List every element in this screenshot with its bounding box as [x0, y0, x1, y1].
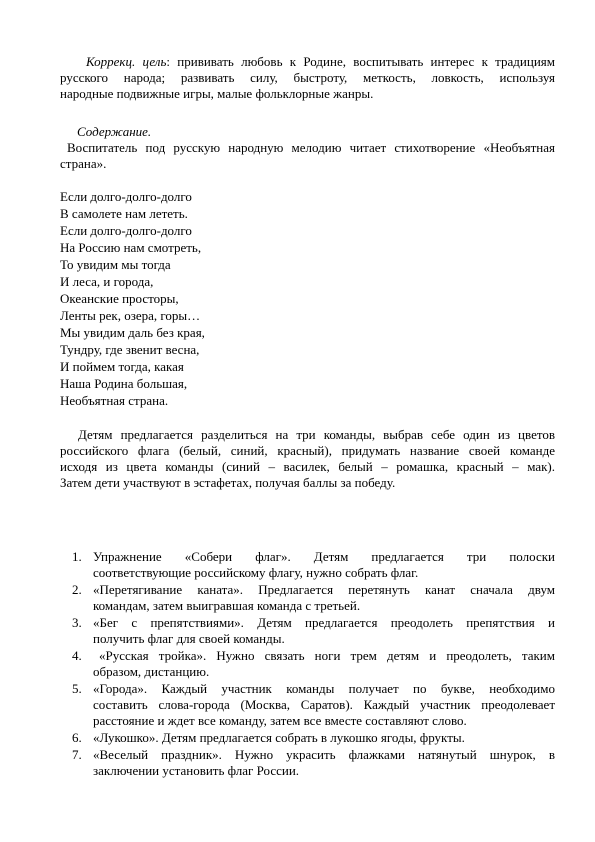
list-item-number: 3.: [72, 615, 82, 630]
list-item-line: командам, затем выигравшая команда с третьей.: [93, 598, 361, 613]
list-item-number: 1.: [72, 549, 82, 564]
poem-line: На Россию нам смотреть,: [60, 240, 202, 255]
list-item-line: «Перетягивание каната». Предлагается перетянуть канат сначала двум: [93, 582, 555, 597]
list-item-line: «Бег с препятствиями». Детям предлагается преодолеть препятствия и: [93, 615, 555, 630]
list-item: [60, 648, 555, 680]
poem-line: И леса, и города,: [60, 274, 154, 289]
list-item-line: «Веселый праздник». Нужно украсить флажками натянутый шнурок, в: [93, 747, 555, 762]
list-item: [60, 681, 555, 729]
poem-line: Если долго-долго-долго: [60, 189, 192, 204]
list-item-line: соответствующие российскому флагу, нужно собрать флаг.: [93, 565, 419, 580]
list-item-line: образом, дистанцию.: [93, 664, 210, 679]
poem-line: Наша Родина большая,: [60, 376, 188, 391]
list-item-line: «Города». Каждый участник команды получает по букве, необходимо: [93, 681, 555, 696]
goal-line1-text: : прививать любовь к Родине, воспитывать интерес к традициям: [166, 54, 555, 69]
list-item-line: Упражнение «Собери флаг». Детям предлагается три полоски: [93, 549, 555, 564]
poem-line: То увидим мы тогда: [60, 257, 171, 272]
content-section: [60, 124, 555, 172]
poem-line: Необъятная страна.: [60, 393, 169, 408]
goal-line-1: [60, 54, 555, 70]
list-item-line: «Русская тройка». Нужно связать ноги трем детям и преодолеть, таким: [99, 648, 555, 663]
goal-line-2: русского народа; развивать силу, быстроту, меткость, ловкость, используя: [60, 70, 555, 85]
teams-line: российского флага (белый, синий, красный), придумать название своей команде: [60, 443, 555, 458]
teams-line: Детям предлагается разделиться на три команды, выбрав себе один из цветов: [78, 427, 555, 442]
content-intro-line-2: страна».: [60, 156, 107, 171]
poem-line: И поймем тогда, какая: [60, 359, 184, 374]
teams-line: исходя из цвета команды (синий – василек, белый – ромашка, красный – мак).: [60, 459, 555, 474]
list-item-number: 6.: [72, 730, 82, 745]
list-item-number: 7.: [72, 747, 82, 762]
list-item-number: 5.: [72, 681, 82, 696]
teams-paragraph: [60, 427, 555, 491]
poem: [60, 189, 555, 410]
list-item-line: расстояние и ждет все команду, затем все вместе составляют слово.: [93, 713, 467, 728]
poem-line: Мы увидим даль без края,: [60, 325, 205, 340]
list-item-line: получить флаг для своей команды.: [93, 631, 285, 646]
list-item-line: заключении установить флаг России.: [93, 763, 300, 778]
goal-paragraph: [60, 54, 555, 102]
list-item: [60, 582, 555, 614]
list-item-line: составить слова-города (Москва, Саратов). Каждый участник преодолевает: [93, 697, 555, 712]
list-item-number: 4.: [72, 648, 82, 663]
poem-line: Если долго-долго-долго: [60, 223, 192, 238]
list-item: [60, 549, 555, 581]
content-heading: Содержание.: [77, 124, 152, 139]
list-item: [60, 615, 555, 647]
poem-line: Ленты рек, озера, горы…: [60, 308, 201, 323]
poem-line: Океанские просторы,: [60, 291, 179, 306]
list-item: [60, 730, 555, 746]
poem-line: Тундру, где звенит весна,: [60, 342, 200, 357]
teams-line: Затем дети участвуют в эстафетах, получая баллы за победу.: [60, 475, 396, 490]
list-item: [60, 747, 555, 779]
list-item-number: 2.: [72, 582, 82, 597]
goal-label: Коррекц. цель: [86, 54, 167, 69]
goal-line-3: народные подвижные игры, малые фольклорные жанры.: [60, 86, 374, 101]
poem-line: В самолете нам лететь.: [60, 206, 188, 221]
list-item-line: «Лукошко». Детям предлагается собрать в лукошко ягоды, фрукты.: [93, 730, 465, 745]
games-list: [60, 549, 555, 780]
content-intro-line-1: Воспитатель под русскую народную мелодию читает стихотворение «Необъятная: [67, 140, 555, 155]
